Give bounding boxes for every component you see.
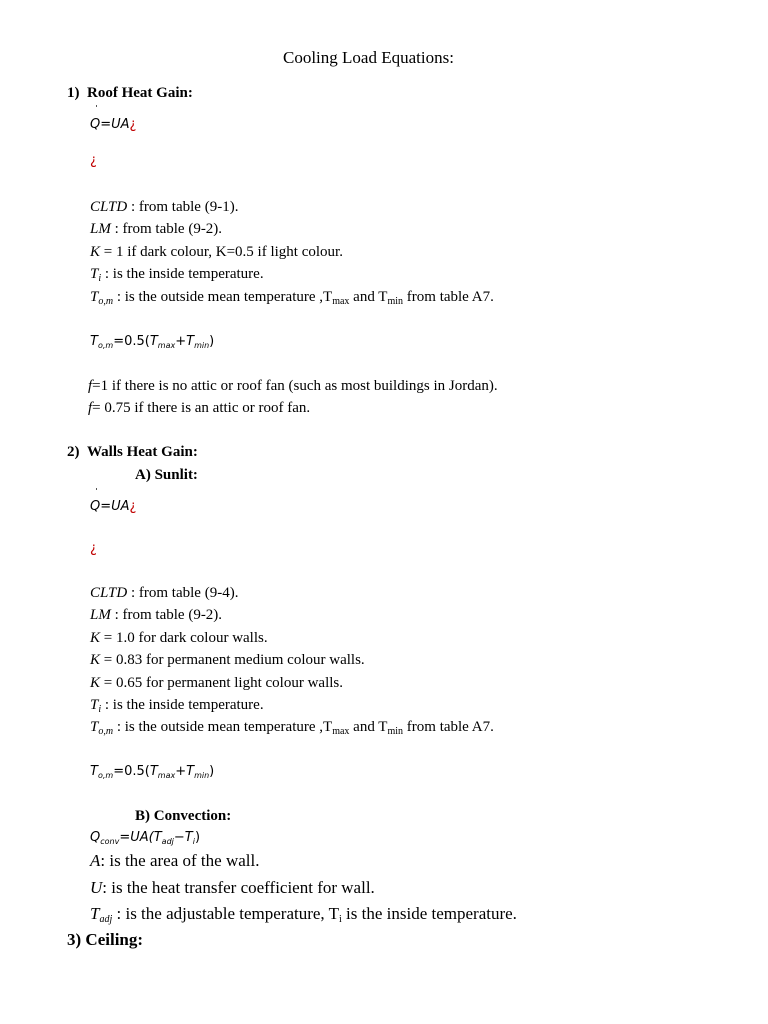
subscript: o,m	[98, 726, 114, 737]
equation-missing-glyph: ¿	[90, 541, 97, 556]
definition-text: : is the heat transfer coefficient for wall.	[102, 878, 375, 897]
tadj-definition	[90, 904, 517, 925]
f-definition-1	[88, 378, 498, 395]
subscript: i	[339, 914, 342, 925]
symbol: K	[90, 675, 101, 691]
subscript: adj	[99, 914, 113, 925]
eq-text: =0.5(	[113, 764, 150, 779]
section-2-number: 2)	[67, 444, 80, 460]
eq-text: )	[194, 830, 201, 845]
eq-symbol: Q	[90, 830, 101, 845]
eq-text: )	[209, 334, 215, 349]
section-1-heading	[67, 85, 193, 102]
eq-symbol: T	[186, 764, 195, 779]
wall-equation-continuation	[90, 541, 97, 556]
symbol: CLTD	[90, 585, 128, 601]
equation-text: Q=UA	[90, 499, 130, 514]
definition-text: : from table (9-4).	[127, 585, 239, 601]
k-dark-definition	[90, 630, 268, 647]
eq-subscript: max	[157, 341, 176, 350]
cltd-definition	[90, 585, 238, 602]
subscript: min	[387, 726, 404, 737]
roof-equation-continuation	[90, 153, 97, 168]
eq-text: +	[175, 764, 187, 779]
eq-text: +	[175, 334, 187, 349]
definition-text: is the inside temperature.	[341, 904, 517, 923]
symbol: f	[88, 400, 93, 416]
eq-subscript: adj	[161, 837, 174, 846]
cltd-definition	[90, 199, 238, 216]
eq-subscript: o,m	[97, 771, 114, 780]
u-definition	[90, 878, 375, 898]
eq-symbol: T	[149, 334, 158, 349]
symbol: CLTD	[90, 199, 128, 215]
definition-text: = 0.75 if there is an attic or roof fan.	[92, 400, 311, 416]
section-2-title: Walls Heat Gain:	[87, 444, 198, 460]
symbol: K	[90, 244, 101, 260]
eq-text: =0.5(	[113, 334, 150, 349]
subscript: i	[98, 273, 102, 284]
symbol: T	[90, 719, 99, 735]
section-2-heading	[67, 444, 198, 461]
equation-text: Q=UA	[90, 117, 130, 132]
subscript: i	[98, 704, 102, 715]
symbol: T	[90, 697, 99, 713]
tom-equation	[90, 334, 214, 350]
eq-subscript: min	[194, 771, 210, 780]
tom-equation	[90, 764, 214, 780]
equation-missing-glyph: ¿	[90, 153, 97, 168]
definition-text: = 0.83 for permanent medium colour walls.	[100, 652, 365, 668]
a-definition	[90, 851, 259, 871]
k-light-definition	[90, 675, 343, 692]
definition-text: = 1 if dark colour, K=0.5 if light colour.	[100, 244, 343, 260]
symbol: f	[88, 378, 93, 394]
definition-text: : from table (9-2).	[110, 607, 223, 623]
subsection-a-sunlit: A) Sunlit:	[135, 467, 198, 483]
convection-equation	[90, 830, 200, 846]
definition-text: from table A7.	[403, 719, 494, 735]
eq-symbol: T	[186, 334, 195, 349]
equation-missing-glyph: ¿	[129, 499, 137, 514]
definition-text: : is the inside temperature.	[101, 266, 264, 282]
definition-text: : from table (9-2).	[110, 221, 223, 237]
definition-text: and T	[349, 719, 388, 735]
symbol: T	[90, 266, 99, 282]
eq-subscript: o,m	[97, 341, 114, 350]
definition-text: : is the outside mean temperature ,T	[113, 289, 333, 305]
definition-text: = 0.65 for permanent light colour walls.	[100, 675, 344, 691]
ti-definition	[90, 697, 264, 715]
subscript: min	[387, 296, 404, 307]
symbol: T	[90, 289, 99, 305]
symbol: LM	[90, 221, 111, 237]
eq-subscript: conv	[100, 837, 120, 846]
definition-text: : is the adjustable temperature, T	[112, 904, 340, 923]
eq-text: −T	[173, 830, 193, 845]
symbol: U	[90, 878, 103, 897]
subscript: max	[332, 296, 350, 307]
subscript: max	[332, 726, 350, 737]
section-3-title: Ceiling:	[85, 930, 144, 949]
tom-definition	[90, 289, 494, 307]
symbol: T	[90, 904, 100, 923]
definition-text: : is the outside mean temperature ,T	[113, 719, 333, 735]
subsection-b-convection: B) Convection:	[135, 808, 232, 824]
k-medium-definition	[90, 652, 365, 669]
lm-definition	[90, 607, 222, 624]
symbol: LM	[90, 607, 111, 623]
eq-text: )	[209, 764, 215, 779]
definition-text: : is the area of the wall.	[100, 851, 260, 870]
eq-subscript: min	[194, 341, 210, 350]
definition-text: = 1.0 for dark colour walls.	[100, 630, 268, 646]
section-3-heading	[67, 930, 143, 950]
subscript: o,m	[98, 296, 114, 307]
equation-placeholder-mark	[96, 105, 97, 107]
eq-text: =UA(	[119, 830, 154, 845]
section-3-number: 3)	[67, 930, 82, 949]
eq-symbol: T	[149, 764, 158, 779]
lm-definition	[90, 221, 222, 238]
page-title: Cooling Load Equations:	[283, 48, 454, 67]
f-definition-2	[88, 400, 310, 417]
section-1-number: 1)	[67, 85, 80, 101]
eq-subscript: i	[192, 837, 195, 846]
definition-text: : from table (9-1).	[127, 199, 239, 215]
symbol: K	[90, 652, 101, 668]
tom-definition	[90, 719, 494, 737]
roof-heat-gain-equation	[90, 117, 136, 132]
symbol: A	[90, 851, 101, 870]
symbol: K	[90, 630, 101, 646]
ti-definition	[90, 266, 264, 284]
eq-symbol: T	[90, 764, 98, 779]
definition-text: from table A7.	[403, 289, 494, 305]
section-1-title: Roof Heat Gain:	[87, 85, 193, 101]
eq-symbol: T	[90, 334, 98, 349]
k-definition	[90, 244, 343, 261]
equation-placeholder-mark	[96, 488, 97, 490]
definition-text: : is the inside temperature.	[101, 697, 264, 713]
wall-heat-gain-equation	[90, 499, 136, 514]
definition-text: and T	[349, 289, 388, 305]
eq-subscript: max	[157, 771, 176, 780]
eq-symbol: T	[153, 830, 162, 845]
definition-text: =1 if there is no attic or roof fan (such as most buildings in Jordan).	[92, 378, 498, 394]
equation-missing-glyph: ¿	[129, 117, 137, 132]
